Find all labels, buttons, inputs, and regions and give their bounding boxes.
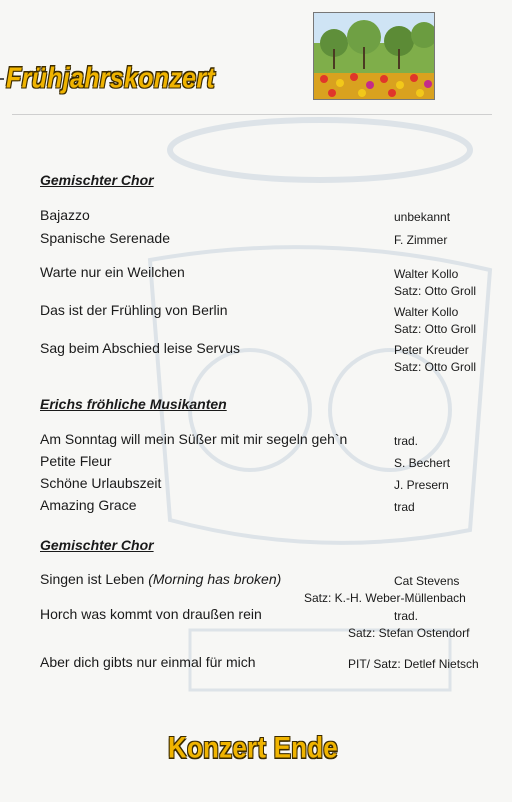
piece-credit: Walter Kollo	[394, 305, 459, 319]
piece-title: Bajazzo	[40, 207, 90, 223]
piece-credit: trad.	[394, 609, 419, 623]
piece-credit: trad	[394, 500, 415, 514]
piece-credit: unbekannt	[394, 210, 451, 224]
header-divider	[12, 114, 492, 115]
piece-credit: Peter Kreuder	[394, 343, 469, 357]
piece-title: Petite Fleur	[40, 453, 112, 469]
piece-arrangement: Satz: Stefan Ostendorf	[348, 626, 470, 640]
piece-title: Sag beim Abschied leise Servus	[40, 340, 240, 356]
concert-title: Frühjahrskonzert	[6, 62, 215, 95]
piece-credit: S. Bechert	[394, 456, 451, 470]
piece-title: Aber dich gibts nur einmal für mich	[40, 654, 256, 670]
section-heading: Gemischter Chor	[40, 172, 154, 188]
piece-title: Spanische Serenade	[40, 230, 170, 246]
piece-credit: F. Zimmer	[394, 233, 448, 247]
piece-title: Das ist der Frühling von Berlin	[40, 302, 228, 318]
piece-credit: Cat Stevens	[394, 574, 460, 588]
piece-title-main: Singen ist Leben	[40, 571, 145, 587]
piece-arrangement: Satz: Otto Groll	[394, 322, 477, 336]
piece-credit: J. Presern	[394, 478, 449, 492]
piece-arrangement: Satz: Otto Groll	[394, 360, 477, 374]
section-heading: Gemischter Chor	[40, 537, 154, 553]
piece-credit: Walter Kollo	[394, 267, 459, 281]
piece-title: Warte nur ein Weilchen	[40, 264, 185, 280]
piece-title: Horch was kommt von draußen rein	[40, 606, 262, 622]
piece-title: Am Sonntag will mein Süßer mit mir segeln geh`n	[40, 431, 348, 447]
section-heading: Erichs fröhliche Musikanten	[40, 396, 227, 412]
piece-credit: trad.	[394, 434, 419, 448]
spring-meadow-photo	[313, 12, 435, 100]
piece-title	[40, 571, 281, 587]
header-dash	[0, 78, 4, 80]
piece-arrangement: Satz: Otto Groll	[394, 284, 477, 298]
piece-title: Schöne Urlaubszeit	[40, 475, 162, 491]
piece-arrangement: Satz: K.-H. Weber-Müllenbach	[304, 591, 466, 605]
concert-end-title: Konzert Ende	[168, 730, 338, 765]
piece-title: Amazing Grace	[40, 497, 137, 513]
piece-credit: PIT/ Satz: Detlef Nietsch	[348, 657, 479, 671]
piece-subtitle: (Morning has broken)	[148, 571, 282, 587]
